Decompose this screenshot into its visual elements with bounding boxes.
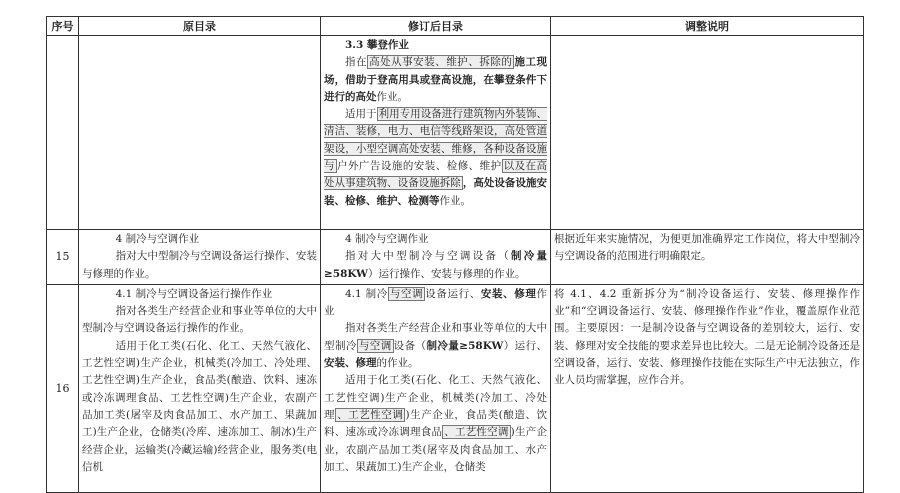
original-cell <box>79 230 321 285</box>
bold-text: 制冷量≥58KW <box>324 250 548 280</box>
bold-text: ，高处设备设施安装、检修、维护、检测等 <box>324 177 548 207</box>
header-original-catalog: 原目录 <box>79 17 321 36</box>
original-cell <box>79 284 321 492</box>
note-cell <box>551 284 864 492</box>
text-run: 指对各类生产经营企业和事业等单位的大中型制冷 <box>324 322 547 352</box>
text-run: ）运行操作、安装与修理的作业。 <box>367 267 526 280</box>
header-number: 序号 <box>47 17 79 36</box>
table-row <box>47 284 864 492</box>
bold-text: 制冷量≥58KW <box>426 339 504 352</box>
text-run: 指对大中型制冷与空调设备（ <box>345 250 511 263</box>
header-adjustment-note: 调整说明 <box>551 17 864 36</box>
highlighted-text: 、工艺性空调 <box>337 408 404 421</box>
text-run: 户外广告设施的安装、检修、维护 <box>336 160 502 173</box>
text-run: 适用于化工类(石化、化工、天然气液化、工艺性空调)生产企业，机械类(冷加工、冷处理 <box>324 374 547 421</box>
table-row <box>47 36 864 230</box>
note-cell <box>551 230 864 285</box>
highlighted-text: 以及在高处从事建筑物、设备设施拆除 <box>324 160 548 190</box>
revised-section-definition <box>324 320 547 372</box>
revision-table <box>46 16 864 493</box>
revised-cell <box>321 230 551 285</box>
section-title-3-3: 3.3 攀登作业 <box>345 39 409 51</box>
adjustment-note: 根据近年来实施情况，为便更加准确界定工作岗位，将大中型制冷与空调设备的范围进行明确限定。 <box>554 233 860 263</box>
text-run: 作业。 <box>376 90 408 103</box>
document-page <box>46 16 864 493</box>
text-run: )生产企业，食品类(酿造、饮料、速冻或冷冻调理食品 <box>324 408 547 439</box>
header-revised-catalog: 修订后目录 <box>321 17 551 36</box>
text-run: ）运行、 <box>503 339 547 352</box>
row-number: 15 <box>47 230 79 285</box>
revised-cell <box>321 284 551 492</box>
text-run: 4.1 制冷 <box>345 287 388 300</box>
revised-section-title <box>324 286 547 321</box>
adjustment-note: 将 4.1、4.2 重新拆分为“制冷设备运行、安装、修理操作作业”和“空调设备运行、安装、修理操作作业”作业，覆盖原作业范围。主要原因：一是制冷设备与空调设备的差别较大，运行、安装、修理对安全技能的要求差异也比较大。二是无论制冷设备还是空调设备，运行、安装、修理操作技能在实际生产中无法独立，作业人员均需掌握，应作合并。 <box>554 287 860 387</box>
original-section-definition: 指对大中型制冷与空调设备运行操作、安装与修理的作业。 <box>82 250 317 280</box>
highlighted-text: 与空调 <box>358 339 392 352</box>
table-header-row <box>47 17 864 36</box>
row-number: 16 <box>47 284 79 492</box>
text-run: 作业。 <box>439 194 471 207</box>
table-row <box>47 230 864 285</box>
text-run: 作业 <box>324 287 547 318</box>
revised-cell <box>321 36 551 230</box>
highlighted-text: 利用专用设备进行建筑物内外装饰、清洁、装修，电力、电信等线路架设，高处管道架设，小型空调高处安装、维修，各种设备设施与 <box>324 108 548 173</box>
revised-cell-content <box>324 286 547 491</box>
highlighted-text: 高处从事安装、维护、拆除的 <box>369 56 513 69</box>
section-3-3-scope <box>324 106 547 210</box>
text-run: 设备运行、 <box>425 287 481 300</box>
revised-section-definition <box>324 248 547 283</box>
text-run: 的作业。 <box>376 357 419 370</box>
text-run: 指在 <box>345 56 368 69</box>
highlighted-text: 、工艺性空调 <box>444 426 509 439</box>
original-section-definition: 指对各类生产经营企业和事业等单位的大中型制冷与空调设备运行操作的作业。 <box>82 305 317 335</box>
original-section-scope: 适用于化工类(石化、化工、天然气液化、工艺性空调)生产企业，机械类(冷加工、冷处理、工艺性空调)生产企业，食品类(酿造、饮料、速冻或冷冻调理食品、工艺性空调)生产企业，农副产品加工类(屠宰及肉食品加工、水产加工、果蔬加工)生产企业，仓储类(冷库、速冻加工、制冰)生产经营企业，运输类(冷藏运输)经营企业，服务类(电信机 <box>82 339 317 473</box>
revised-section-scope <box>324 372 547 476</box>
original-section-title: 4.1 制冷与空调设备运行操作作业 <box>115 287 273 300</box>
note-cell <box>551 36 864 230</box>
section-3-3-definition <box>324 54 547 106</box>
text-run: 适用于 <box>345 108 377 121</box>
bold-text: 安装、修理 <box>324 357 377 370</box>
text-run: 设备（ <box>393 339 427 352</box>
bold-text: 施工现场，借助于登高用具或登高设施，在攀登条件下进行的高处 <box>324 56 548 103</box>
original-cell <box>79 36 321 230</box>
bold-text: 安装、修理 <box>480 287 537 300</box>
revised-section-title: 4 制冷与空调作业 <box>345 233 429 245</box>
original-cell-content <box>82 286 317 491</box>
text-run: )生产企业，农副产品加工类(屠宰及肉食品加工、水产加工、果蔬加工)生产企业，仓储类 <box>324 426 547 473</box>
original-section-title: 4 制冷与空调作业 <box>115 233 200 245</box>
highlighted-text: 与空调 <box>389 287 424 300</box>
row-number <box>47 36 79 230</box>
